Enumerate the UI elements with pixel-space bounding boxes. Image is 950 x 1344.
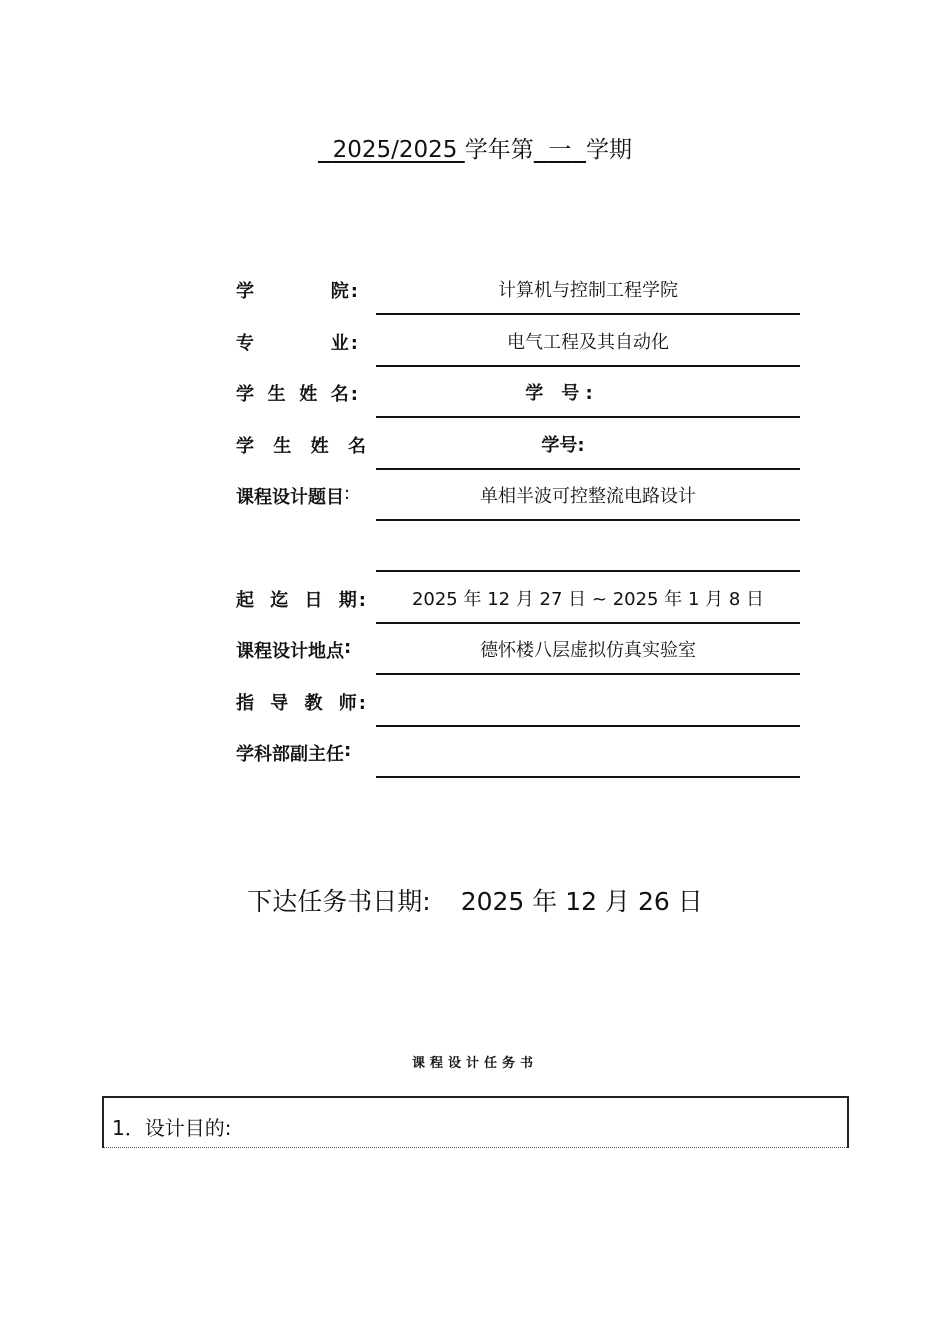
student-name-label-2: 学 生 姓 名 (236, 435, 366, 457)
student-id-field-2[interactable] (376, 418, 800, 469)
issue-date-label: 下达任务书日期: (247, 887, 431, 916)
student-id-label-1: 学 号 : (525, 383, 593, 405)
task-section-box (102, 1096, 849, 1148)
semester-line (0, 134, 950, 166)
semester-years: 2025/2025 (332, 137, 458, 163)
semester-term: 一 (548, 137, 572, 163)
section-design-purpose: 1．设计目的: (112, 1116, 232, 1140)
location-value[interactable]: 德怀楼八层虚拟仿真实验室 (376, 624, 800, 675)
cover-form (236, 264, 800, 778)
row-student-1 (236, 367, 800, 418)
row-topic (236, 470, 800, 521)
blank-line[interactable] (376, 521, 800, 572)
major-label: 专 业 : (236, 332, 358, 354)
row-advisor (236, 675, 800, 726)
issue-date-line (0, 884, 950, 920)
advisor-label: 指 导 教 师 : (236, 692, 366, 714)
advisor-value[interactable] (376, 675, 800, 726)
row-dept-head (236, 727, 800, 778)
student-name-label-1: 学 生 姓 名 : (236, 384, 358, 406)
row-blank (236, 521, 800, 572)
dept-head-value[interactable] (376, 727, 800, 778)
dotted-divider (104, 1147, 847, 1148)
dates-label: 起 迄 日 期 : (236, 589, 366, 611)
student-id-label-2: 学号: (541, 434, 585, 456)
row-major (236, 315, 800, 366)
dates-value[interactable]: 2025 年 12 月 27 日 ~ 2025 年 1 月 8 日 (376, 572, 800, 623)
topic-value[interactable]: 单相半波可控整流电路设计 (376, 470, 800, 521)
semester-year-suffix: 学年第 (464, 137, 534, 163)
college-value[interactable]: 计算机与控制工程学院 (376, 264, 800, 315)
row-location (236, 624, 800, 675)
student-id-field-1[interactable] (376, 367, 800, 418)
task-caption: 课程设计任务书 (411, 1056, 538, 1071)
row-student-2 (236, 418, 800, 469)
college-label: 学 院 : (236, 281, 358, 303)
topic-label: 课程设计题目 : (236, 482, 351, 508)
issue-date-value: 2025 年 12 月 26 日 (460, 887, 703, 916)
semester-term-suffix: 学期 (586, 137, 632, 163)
row-dates (236, 572, 800, 623)
dept-head-label: 学科部副主任 : (236, 739, 352, 765)
major-value[interactable]: 电气工程及其自动化 (376, 315, 800, 366)
row-college (236, 264, 800, 315)
location-label: 课程设计地点 : (236, 637, 352, 663)
